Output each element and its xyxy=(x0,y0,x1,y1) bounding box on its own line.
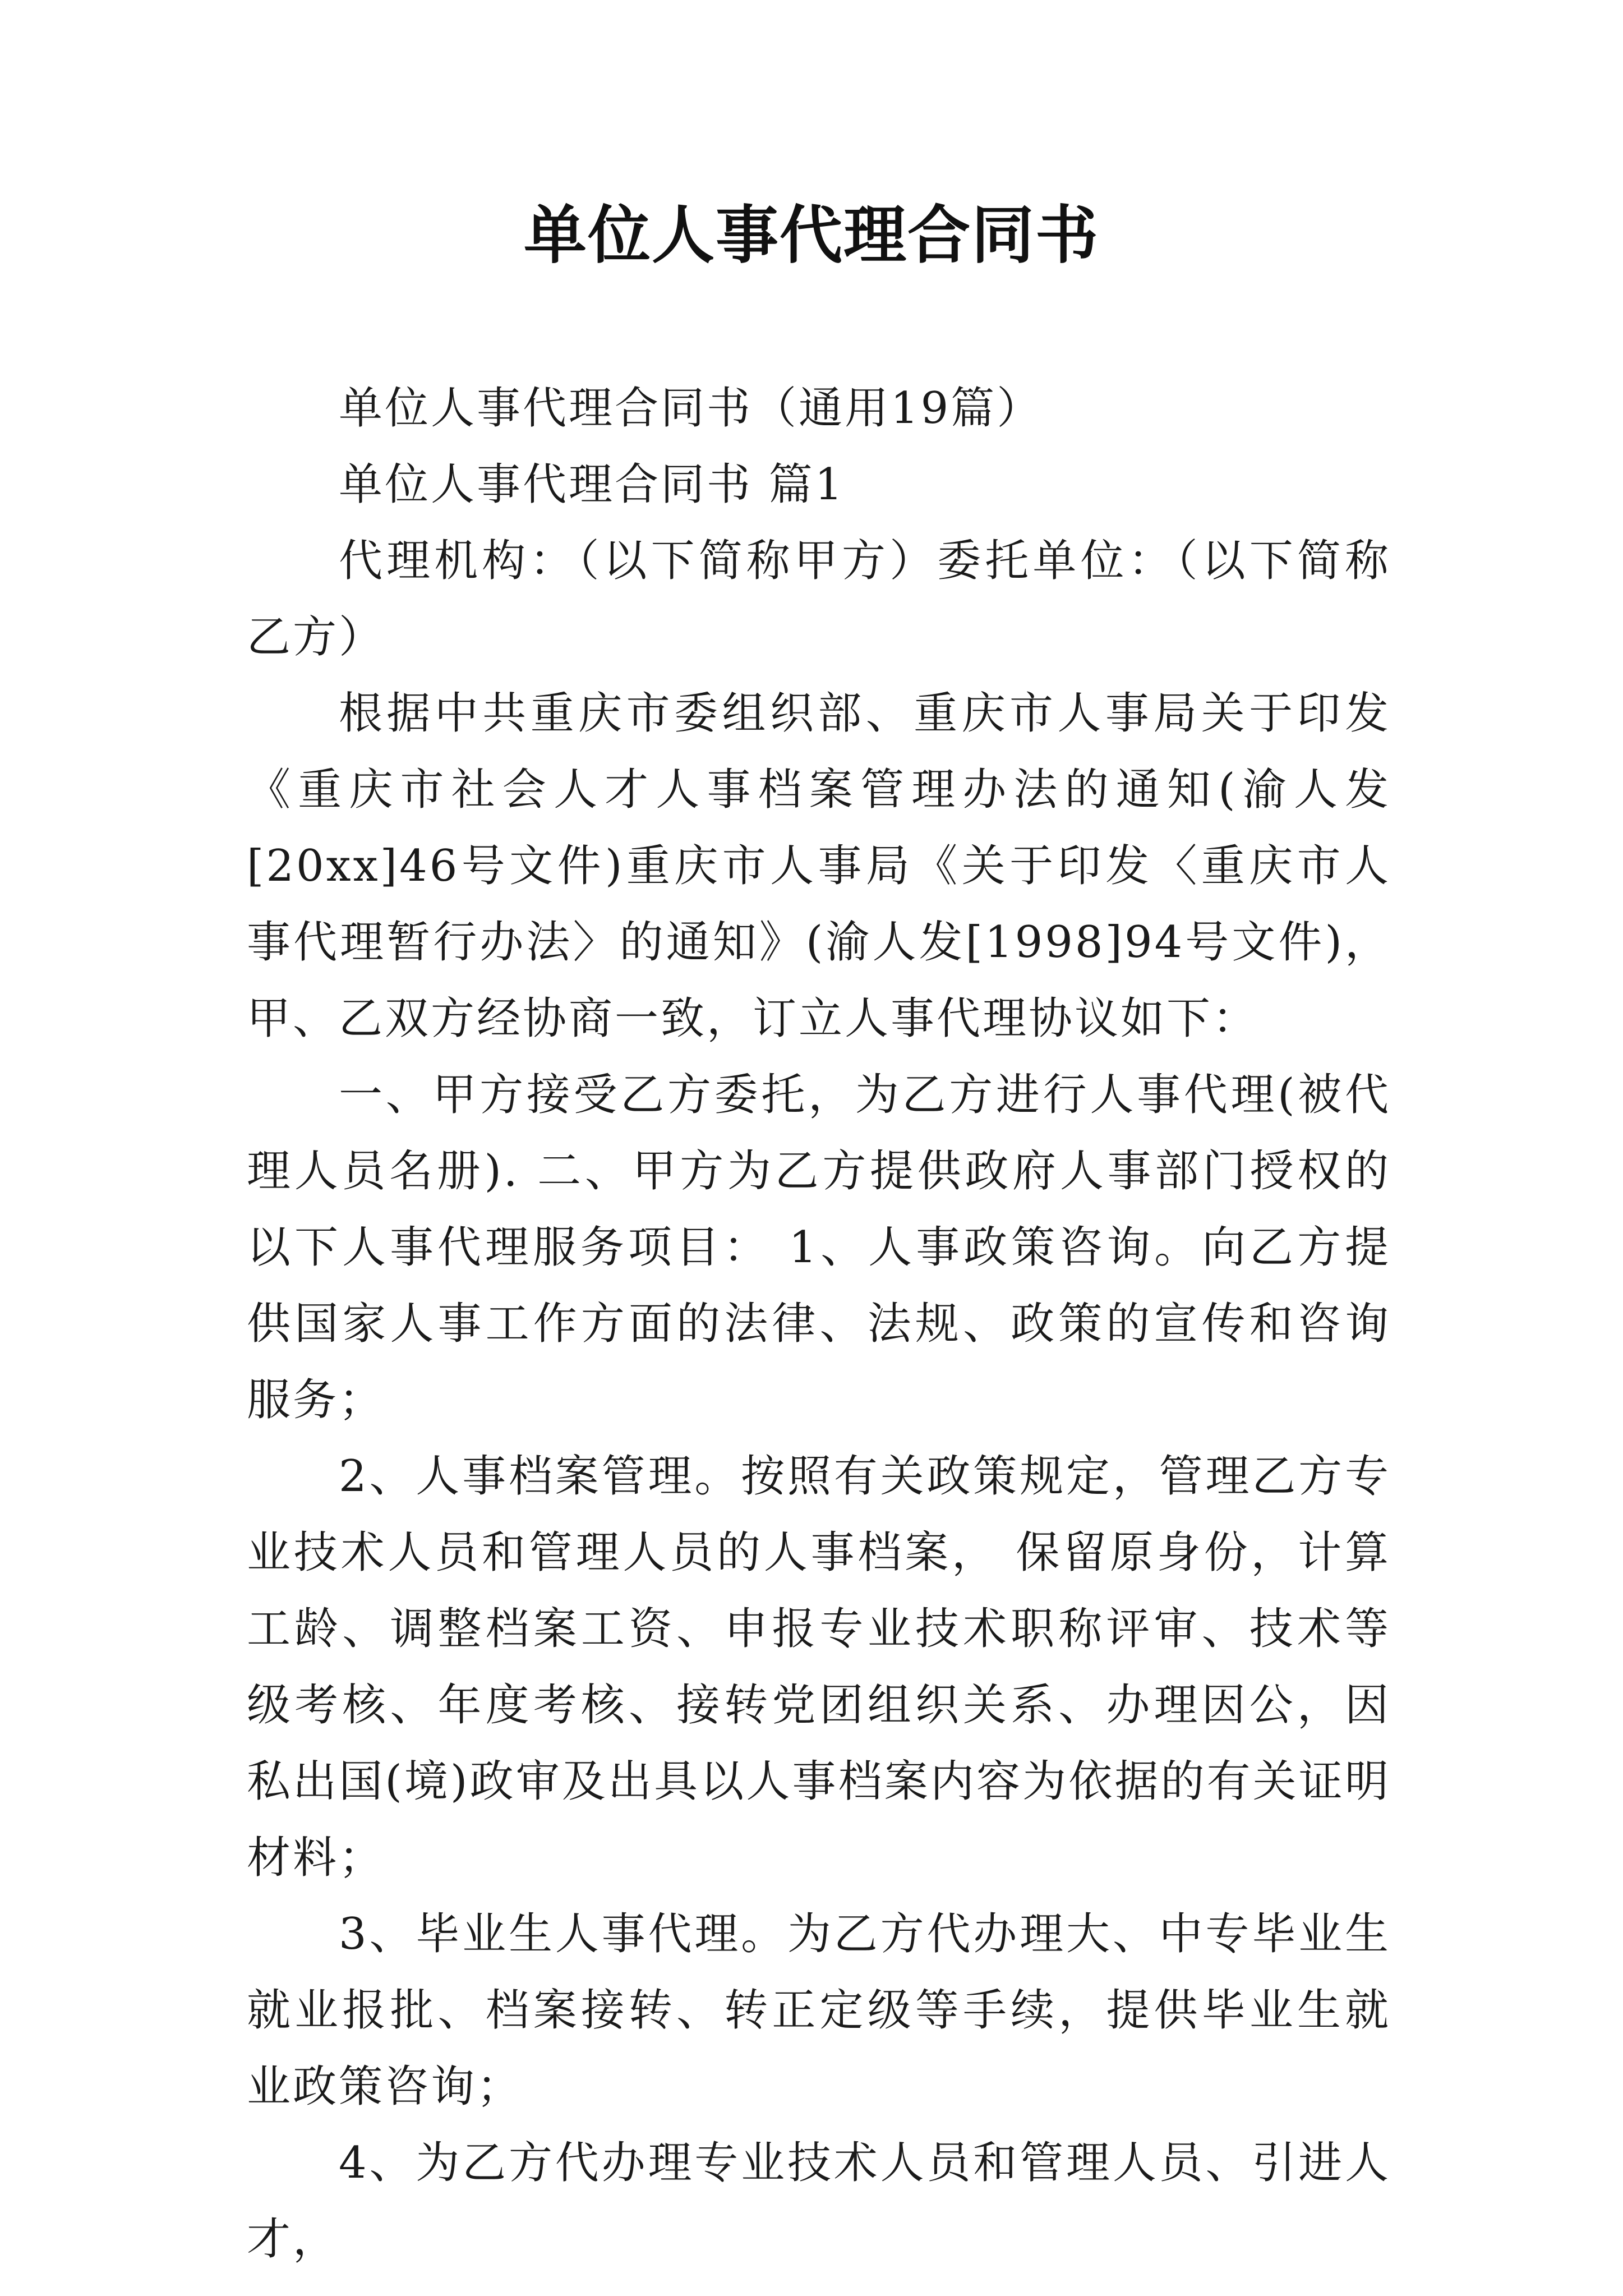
paragraph-item-3-graduates: 3、毕业生人事代理。为乙方代办理大、中专毕业生就业报批、档案接转、转正定级等手续，提供毕业生就业政策咨询； xyxy=(247,1909,1391,2112)
document-body xyxy=(247,370,1391,2277)
paragraph-section-heading: 单位人事代理合同书 篇1 xyxy=(339,459,845,510)
paragraph-legal-basis: 根据中共重庆市委组织部、重庆市人事局关于印发《重庆市社会人才人事档案管理办法的通知(渝人发[20xx]46号文件)重庆市人事局《关于印发〈重庆市人事代理暂行办法〉的通知》(渝人发[1998]94号文件)，甲、乙双方经协商一致，订立人事代理协议如下： xyxy=(247,688,1391,1044)
paragraph-parties: 代理机构：（以下简称甲方）委托单位：（以下简称乙方） xyxy=(247,536,1391,662)
paragraph-clause-1-2: 一、甲方接受乙方委托，为乙方进行人事代理(被代理人员名册). 二、甲方为乙方提供政府人事部门授权的以下人事代理服务项目： 1、人事政策咨询。向乙方提供国家人事工作方面的法律、法规、政策的宣传和咨询服务； xyxy=(247,1070,1391,1425)
document-title: 单位人事代理合同书 xyxy=(524,199,1099,272)
paragraph-collection-title: 单位人事代理合同书（通用19篇） xyxy=(339,383,1043,434)
paragraph-item-4-partial: 4、为乙方代办理专业技术人员和管理人员、引进人才， xyxy=(247,2138,1391,2265)
paragraph-item-2-archives: 2、人事档案管理。按照有关政策规定，管理乙方专业技术人员和管理人员的人事档案， 保留原身份，计算工龄、调整档案工资、申报专业技术职称评审、技术等级考核、年度考核、接转党团组织关系、办理因公，因私出国(境)政审及出具以人事档案内容为依据的有关证明材料； xyxy=(247,1451,1391,1883)
